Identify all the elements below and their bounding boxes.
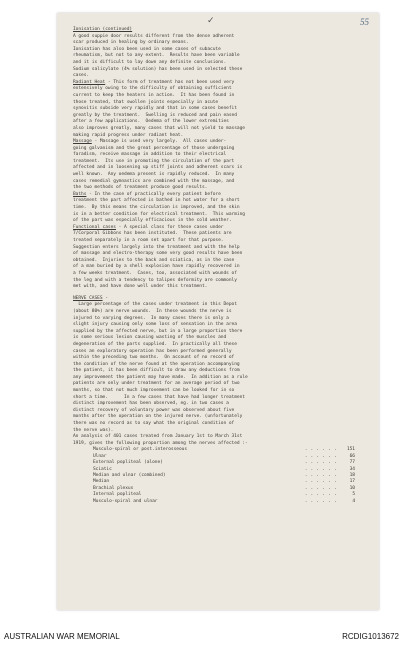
nerve-cases-section — [73, 296, 369, 448]
case-count: 34 — [349, 466, 355, 472]
nerve-name: Median and ulnar (combined) — [93, 473, 166, 479]
tick-mark: ✓ — [207, 15, 215, 25]
nerve-name: Brachial plexus — [93, 485, 134, 491]
text-line: a few weeks treatment. Cases, too, associated with wounds of — [73, 270, 237, 276]
text-line: treated separately in a room set apart for that purpose. — [73, 238, 224, 243]
nerve-name: Median — [93, 479, 110, 485]
text-line: Radiant Heat - This form of treatment has not been used very — [73, 79, 235, 85]
text-line: 1919, gives the following proportion among the nerves affected :- — [73, 440, 248, 446]
text-line: rheumatism, but not to any extent. Results have been variable — [73, 53, 240, 59]
text-line: NERVE CASES - — [73, 295, 108, 301]
text-line: obtained. Injuries to the back and sciatica, as in the case — [73, 257, 235, 263]
text-line: within the preceding two months. On account of no record of — [73, 355, 235, 361]
text-line: degeneration of the parts supplied. In practically all these — [73, 341, 237, 347]
leader-dots: . . . . . . — [304, 485, 337, 491]
text-line: months after the operation on the injured nerve. (unfortunately — [73, 414, 243, 420]
text-line: treatment the part affected is bathed in hot water for a short — [73, 198, 240, 204]
section-heading: Massage — [73, 139, 92, 145]
text-line: supplied by the affected nerve, but in a large proportion there — [73, 328, 243, 334]
text-line: the two methods of treatment produce good results. — [73, 185, 208, 191]
text-line: the leg and with a tendency to talipes deformity are commonly — [73, 277, 237, 283]
section-heading: Radiant Heat — [73, 79, 106, 85]
text-line: of massage and electro-therapy some very good results have been — [73, 251, 243, 257]
text-line: An analysis of 401 cases treated from January 1st to March 31st — [73, 434, 243, 440]
leader-dots: . . . . . . — [304, 498, 337, 504]
text-line: current to keep the heaters in action. It has been found in — [73, 92, 235, 98]
text-line: is some serious lesion causing wasting of the muscles and — [73, 335, 227, 341]
leader-dots: . . . . . . — [304, 453, 337, 459]
case-count: 18 — [349, 473, 355, 479]
text-line: the patient, it has been difficult to draw any deductions from — [73, 368, 240, 374]
text-line: of the part was especially efficacious in the cold weather. — [73, 218, 232, 224]
text-line: cases an exploratory operation has been performed generally — [73, 348, 232, 354]
document-page — [57, 13, 379, 610]
text-line: (about 80%) are nerve wounds. In these wounds the nerve is — [73, 308, 232, 314]
text-line: short a time. In a few cases that have had longer treatment — [73, 394, 245, 400]
text-line: cases. — [73, 73, 90, 79]
leader-dots: . . . . . . — [304, 492, 337, 498]
case-count: 17 — [349, 479, 355, 485]
text-line: Sodium salicylate (4% solution) has been used in selected these — [73, 66, 243, 72]
case-count: 151 — [346, 447, 355, 453]
text-line: patients are only under treatment for an average period of two — [73, 381, 240, 387]
nerve-name: Musculo-spiral or post.interosseous — [93, 447, 188, 453]
nerve-name: Internal popliteal — [93, 492, 142, 498]
text-line: any improvement the patient may have made. In addition as a rule — [73, 374, 248, 380]
archive-name: AUSTRALIAN WAR MEMORIAL — [4, 632, 120, 641]
text-line: 7/Corporal Gibbons has been instituted. These patients are — [73, 231, 232, 237]
text-line: distinct improvement has been observed, eg. in two cases a — [73, 401, 229, 407]
text-line: distinct recovery of voluntary power was observed about five — [73, 407, 235, 413]
leader-dots: . . . . . . — [304, 460, 337, 466]
text-line: of a man buried by a shell explosion have rapidly recovered in — [73, 264, 240, 270]
text-line: Functional cases - A special class for these cases under — [73, 224, 224, 230]
text-line: making rapid progress under radiant heat. — [73, 132, 184, 138]
leader-dots: . . . . . . — [304, 479, 337, 485]
section-heading: NERVE CASES — [73, 295, 103, 301]
section-heading: Baths — [73, 191, 87, 197]
nerve-name: Sciatic — [93, 466, 112, 472]
text-line: greatly by the treatment. Swelling is reduced and pain eased — [73, 112, 237, 118]
leader-dots: . . . . . . — [304, 466, 337, 472]
text-line: well known. Any oedema present is rapidly reduced. In many — [73, 172, 235, 178]
nerve-name: Ulnar — [93, 453, 107, 459]
text-line: synovitis subside very rapidly and that in some cases benefit — [73, 106, 237, 112]
text-line: also improves greatly, many cases that will not yield to massage — [73, 125, 245, 131]
nerve-name: Musculo-spiral and ulnar — [93, 498, 158, 504]
text-line: affected and in loosening up stiff joints and adherent scars is — [73, 165, 243, 171]
text-line: going galvanism and the great percentage of those undergoing — [73, 145, 235, 151]
text-line: the condition of the nerve found at the operation accompanying — [73, 361, 240, 367]
text-line: the nerve was). — [73, 427, 114, 433]
page-number: 55 — [360, 17, 369, 27]
text-line: treatment. Its use in promoting the circulation of the part — [73, 158, 235, 164]
typed-text-body — [73, 27, 369, 505]
section-heading: Ionisation (continued) — [73, 27, 133, 32]
case-count: 10 — [349, 485, 355, 491]
nerve-name: External popliteal (alone) — [93, 460, 163, 466]
text-line: those treated, that swollen joints especially in acute — [73, 99, 219, 105]
text-line: A good suppie door results different from the dense adherent — [73, 33, 235, 39]
case-count: 4 — [352, 498, 355, 504]
text-line: and it is difficult to lay down any definite conclusions. — [73, 59, 227, 65]
text-line: after a few applications. Oedema of the lower extremities — [73, 119, 229, 125]
treatment-sections — [73, 27, 369, 291]
text-line: is in a better condition for electrical treatment. This warming — [73, 211, 245, 217]
leader-dots: . . . . . . — [304, 447, 337, 453]
section-heading: Functional cases — [73, 224, 116, 230]
text-line — [73, 27, 369, 34]
text-line: extensively owing to the difficulty of obtaining sufficient — [73, 86, 232, 92]
text-line: Massage - Massage is used very largely. All cases under- — [73, 139, 227, 145]
record-id: RCDIG1013672 — [342, 632, 399, 641]
case-count: 77 — [349, 460, 355, 466]
text-line: Suggestion enters largely into the treatment and with the help — [73, 244, 240, 250]
text-line: scar produced in healing by ordinary means. — [73, 40, 189, 46]
text-line: Baths - In the case of practically every patient before — [73, 191, 221, 197]
text-line: cases remedial gymnastics are combined with the massage, and — [73, 178, 235, 184]
text-line: slight injury causing only some loss of sensation in the area — [73, 322, 237, 328]
text-line: Ionisation has also been used in some cases of subacute — [73, 46, 221, 52]
case-count: 5 — [352, 492, 355, 498]
text-line: months, so that not much improvement can be looked for in so — [73, 388, 235, 394]
text-line: faradism, receive massage in addition to their electrical — [73, 152, 227, 158]
text-line: there was no record as to say what the original condition of — [73, 421, 235, 427]
text-line: time. By this means the circulation is improved, and the skin — [73, 205, 240, 211]
text-line: met with, and have done well under this treatment. — [73, 284, 208, 290]
nerve-analysis-table — [93, 447, 355, 505]
text-line: injured to varying degrees. In many cases there is only a — [73, 315, 229, 321]
leader-dots: . . . . . . — [304, 473, 337, 479]
case-count: 66 — [349, 453, 355, 459]
text-line: Large percentage of the cases under treatment in this Depot — [73, 302, 237, 308]
table-row — [93, 499, 355, 505]
